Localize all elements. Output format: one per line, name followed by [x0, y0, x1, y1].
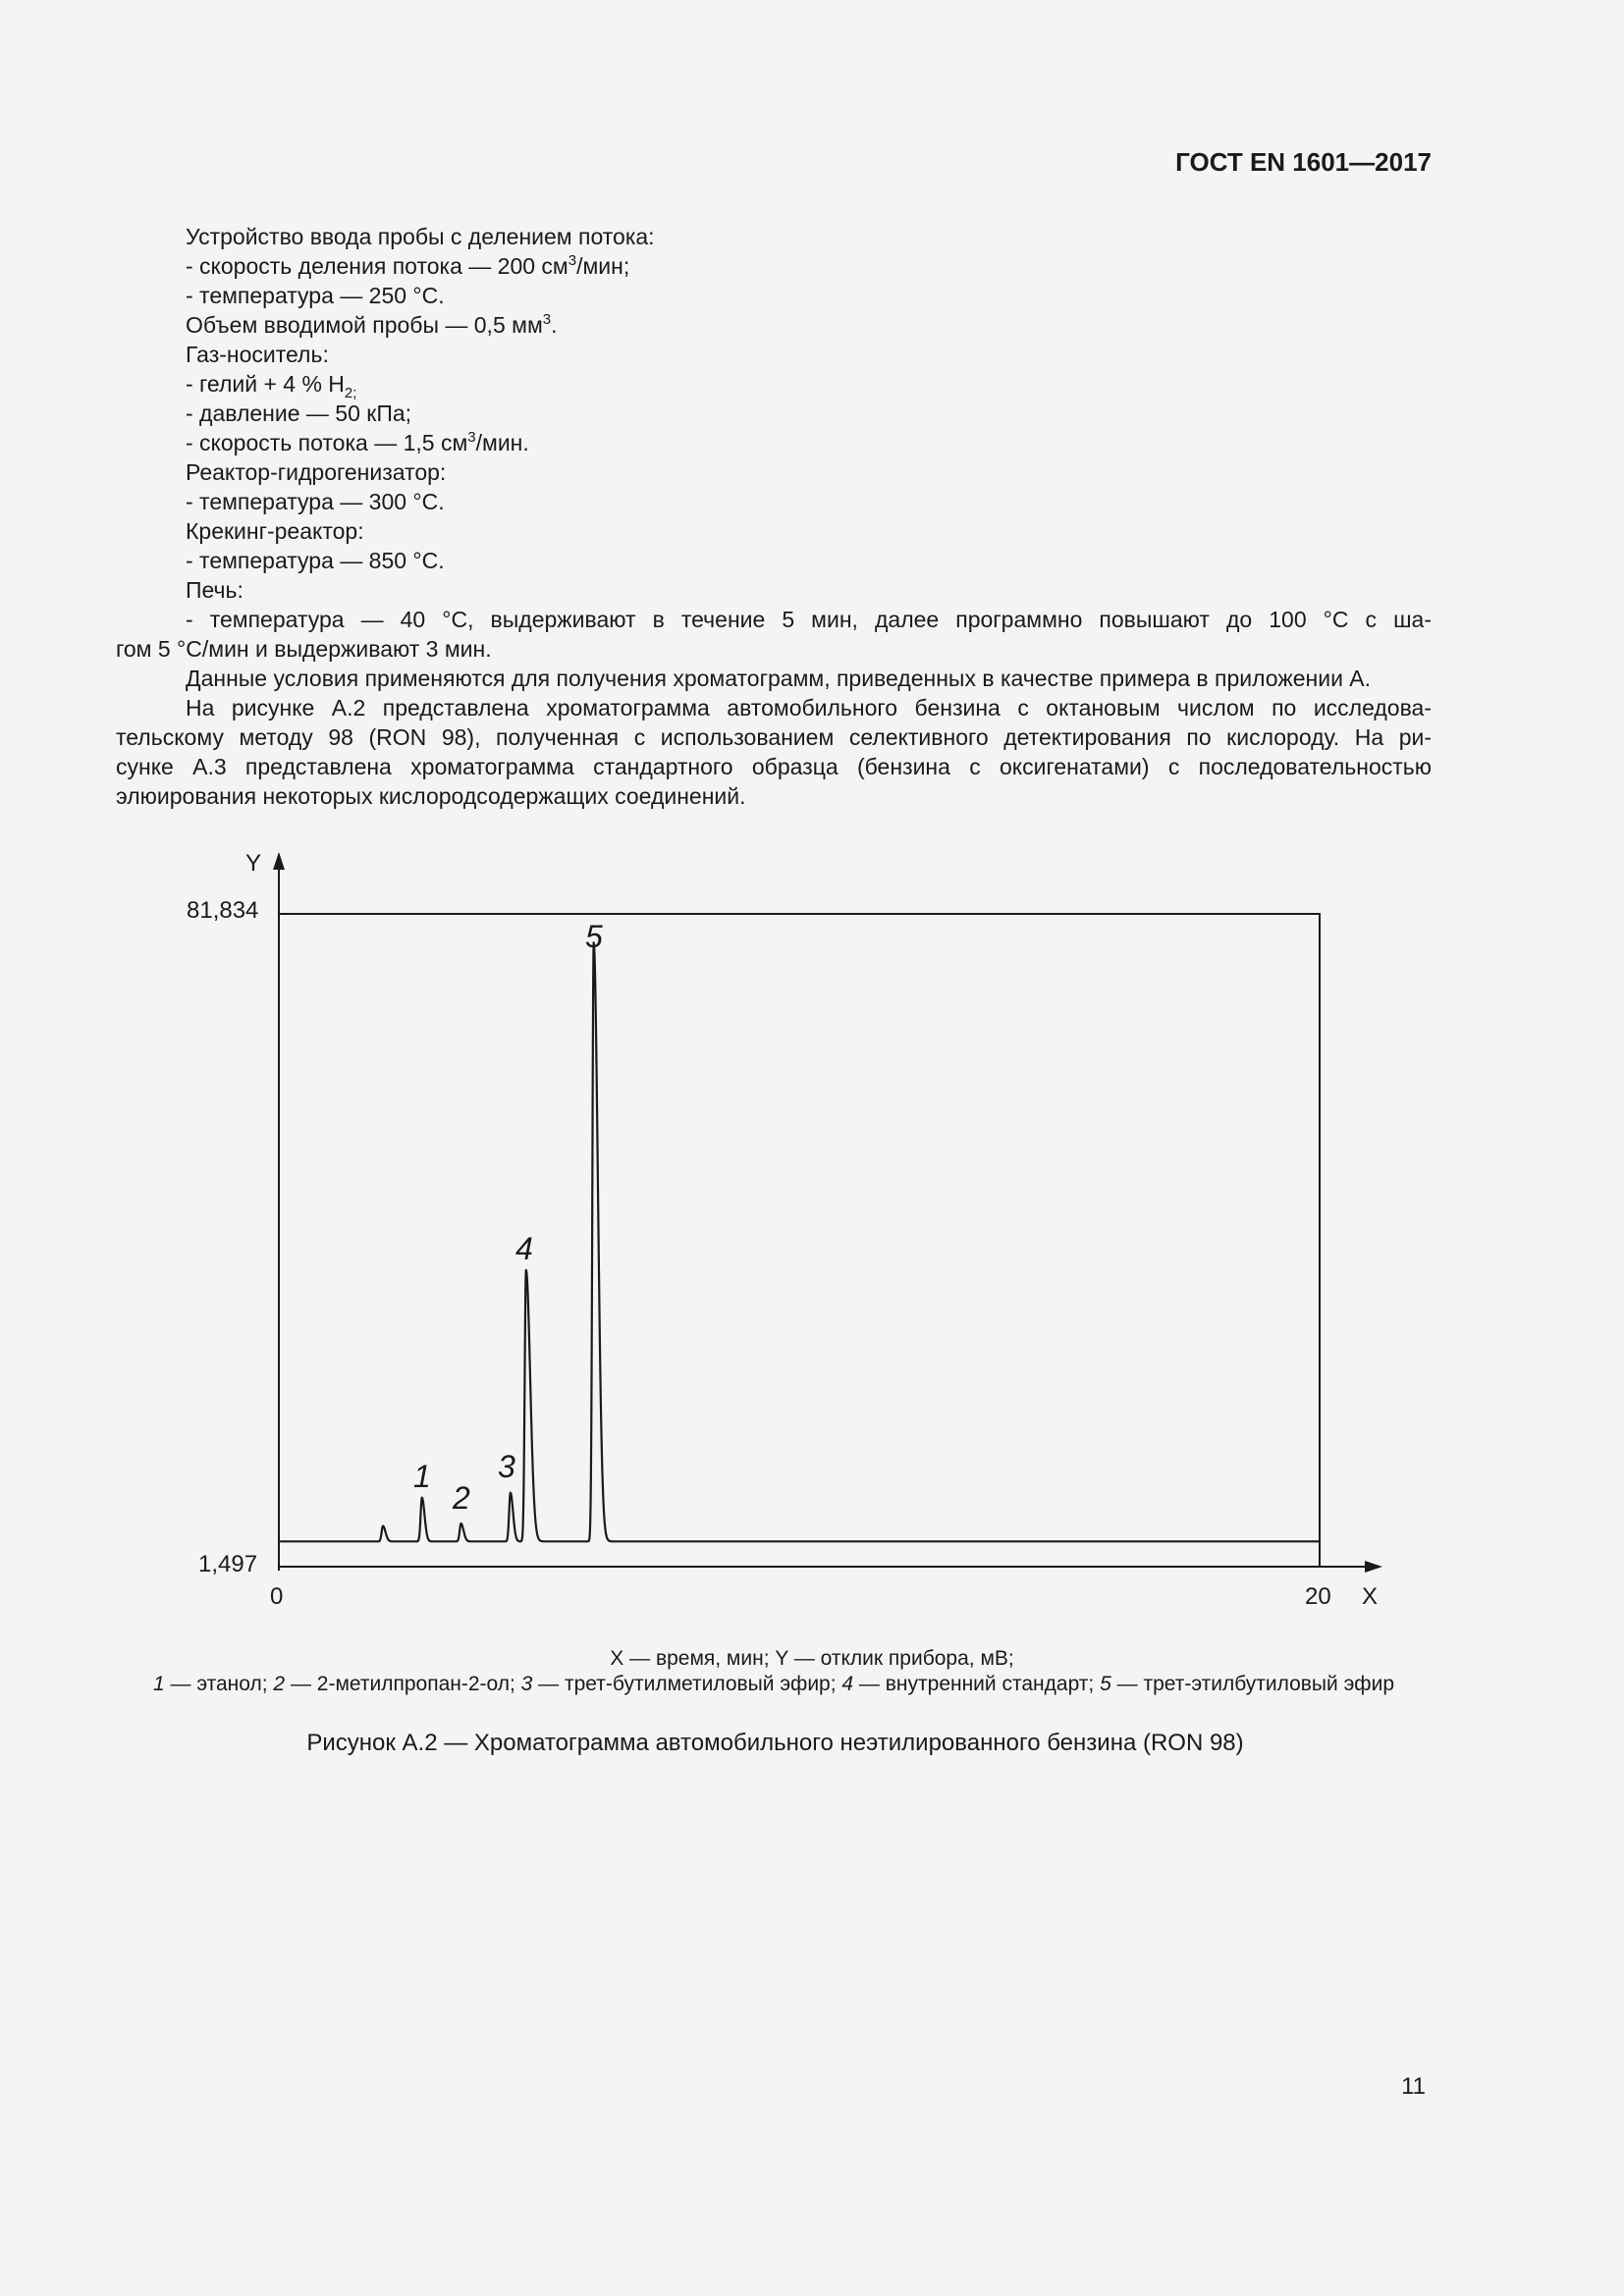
text-line: Объем вводимой пробы — 0,5 $мм^3$. [186, 311, 558, 338]
y-axis-arrow-icon [273, 852, 285, 870]
y-axis-label: Y [245, 850, 262, 877]
text-line: Крекинг-реактор: [186, 518, 364, 544]
text-line: - гелий + 4 % $Н_{2;}$ [186, 371, 357, 401]
chromatogram-chart [0, 844, 1624, 1610]
y-tick-min: 1,497 [198, 1551, 258, 1577]
text-line: сунке А.3 представлена хроматограмма стандартного образца (бензина с оксигенатами) с последовательностью [116, 754, 1432, 779]
x-tick-max: 20 [1305, 1583, 1331, 1610]
peak-label-2: 2 [453, 1480, 470, 1516]
text-line: - скорость деления потока — 200 $см^3$/мин; [186, 252, 630, 279]
peak-label-1: 1 [413, 1459, 431, 1494]
text-line: На рисунке А.2 представлена хроматограмма автомобильного бензина с октановым числом по исследова- [186, 695, 1432, 721]
text-line: Газ-носитель: [186, 342, 329, 367]
figure-caption: Рисунок А.2 — Хроматограмма автомобильного неэтилированного бензина (RON 98) [306, 1730, 1244, 1756]
body-text [116, 222, 1432, 811]
text-line: Данные условия применяются для получения хроматограмм, приведенных в качестве примера в приложении А. [186, 666, 1372, 691]
standard-header: ГОСТ EN 1601—2017 [1175, 147, 1432, 177]
plot-frame [279, 914, 1320, 1567]
x-axis-label: X [1362, 1583, 1379, 1610]
text-line: элюирования некоторых кислородсодержащих соединений. [116, 783, 746, 809]
text-line: тельскому методу 98 (RON 98), полученная с использованием селективного детектирования по кислороду. На ри- [116, 724, 1432, 750]
text-line: Печь: [186, 577, 244, 603]
peak-label-4: 4 [515, 1231, 533, 1266]
page-number: 11 [1401, 2073, 1426, 2100]
y-tick-max: 81,834 [187, 897, 259, 924]
text-line: - давление — 50 кПа; [186, 400, 412, 426]
figure-legend-peaks: 1 — этанол; 2 — 2-метилпропан-2-ол; 3 — трет-бутилметиловый эфир; 4 — внутренний стандарт; 5 — трет-этилбутиловый эфир [153, 1673, 1394, 1695]
figure-legend-axes: X — время, мин; Y — отклик прибора, мВ; [610, 1647, 1014, 1670]
x-axis-arrow-icon [1365, 1561, 1382, 1573]
text-line: - температура — 250 °С. [186, 283, 445, 308]
text-line: гом 5 °С/мин и выдерживают 3 мин. [116, 636, 492, 662]
text-line: - скорость потока — 1,5 $см^3$/мин. [186, 429, 529, 455]
peak-label-3: 3 [498, 1449, 515, 1484]
peak-label-5: 5 [585, 919, 603, 954]
x-tick-min: 0 [270, 1583, 284, 1610]
chromatogram-figure [0, 844, 1624, 1610]
text-line: - температура — 850 °С. [186, 548, 445, 573]
chromatogram-trace [279, 942, 1320, 1541]
text-line: Устройство ввода пробы с делением потока: [186, 224, 655, 249]
text-line: - температура — 40 °С, выдерживают в течение 5 мин, далее программно повышают до 100 °С с ша- [186, 607, 1432, 632]
text-line: Реактор-гидрогенизатор: [186, 459, 447, 485]
text-line: - температура — 300 °С. [186, 489, 445, 514]
